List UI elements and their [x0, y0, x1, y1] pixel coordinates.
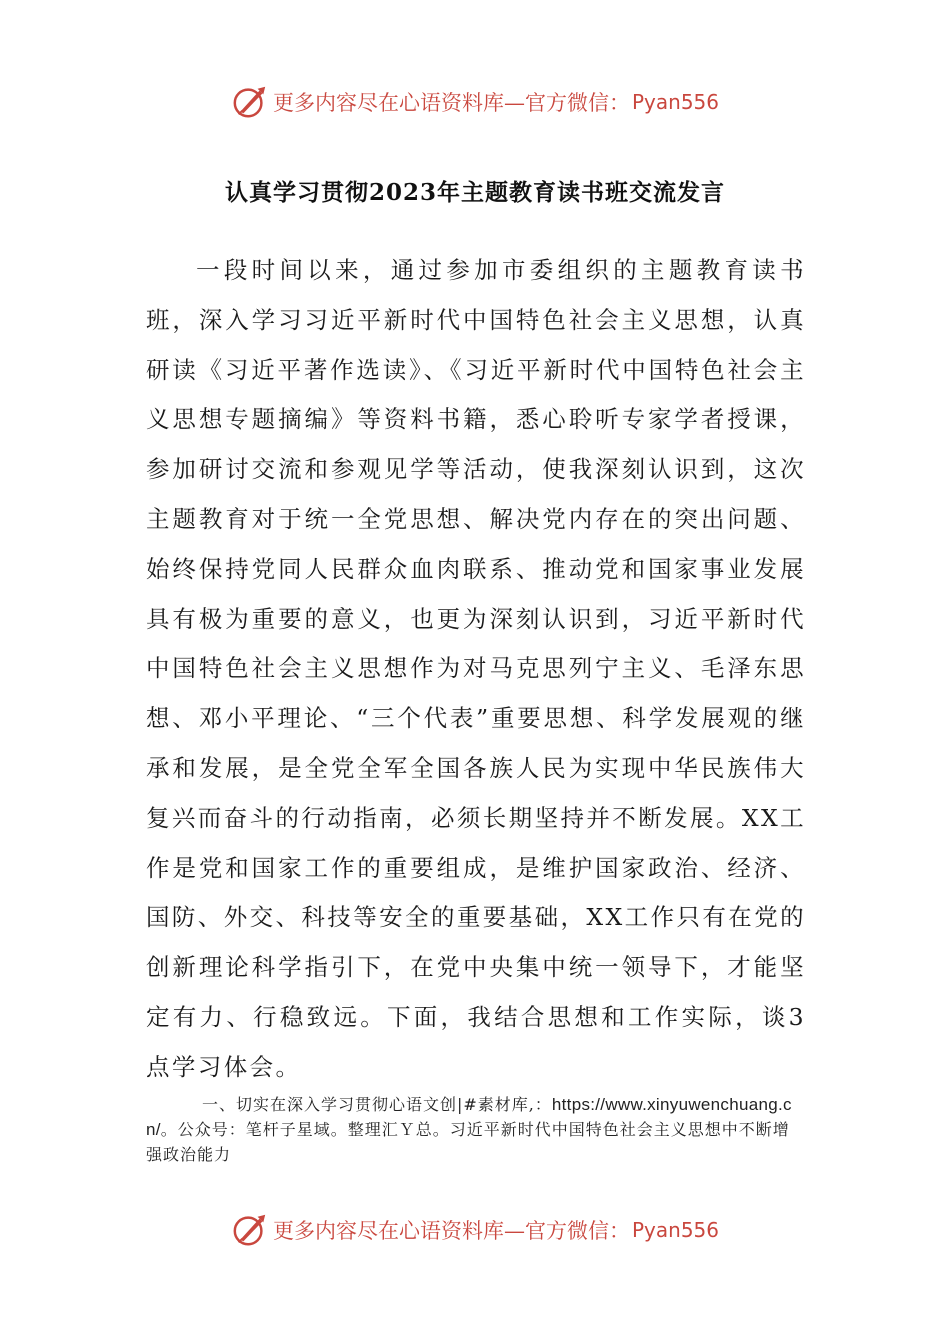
banner-wechat-id: Pyan556 [631, 90, 719, 114]
banner-text-main: 更多内容尽在心语资料库 [272, 1219, 504, 1243]
quill-pen-circle-icon [231, 83, 269, 121]
body-paragraph: 一段时间以来，通过参加市委组织的主题教育读书班，深入学习习近平新时代中国特色社会主义思想，认真研读《习近平著作选读》、《习近平新时代中国特色社会主义思想专题摘编》等资料书籍，悉心聆听专家学者授课，参加研讨交流和参观见学等活动，使我深刻认识到，这次主题教育对于统一全党思想、解决党内存在的突出问题、始终保持党同人民群众血肉联系、推动党和国家事业发展具有极为重要的意义，也更为深刻认识到，习近平新时代中国特色社会主义思想作为对马克思列宁主义、毛泽东思想、邓小平理论、“三个代表”重要思想、科学发展观的继承和发展，是全党全军全国各族人民为实现中华民族伟大复兴而奋斗的行动指南，必须长期坚持并不断发展。XX工作是党和国家工作的重要组成，是维护国家政治、经济、国防、外交、科技等安全的重要基础，XX工作只有在党的创新理论科学指引下，在党中央集中统一领导下，才能坚定有力、行稳致远。下面，我结合思想和工作实际，谈3点学习体会。 [146, 256, 806, 1081]
document-title: 认真学习贯彻2023年主题教育读书班交流发言 [224, 179, 725, 206]
section-heading-pre: 一、切实在深入学习贯彻心语文创|#素材库,： [202, 1095, 552, 1114]
banner-text-official: —官方微信： [503, 91, 630, 115]
section-heading [146, 1092, 806, 1167]
banner-wechat-id: Pyan556 [631, 1218, 719, 1242]
section-heading-url: https://www.xinyuwenchuang.cn/ [146, 1095, 792, 1139]
header-banner [0, 80, 950, 124]
banner-text-official: —官方微信： [503, 1219, 630, 1243]
banner-text-main: 更多内容尽在心语资料库 [272, 91, 504, 115]
section-heading-post: 。公众号：笔杆子星域。整理汇Ｙ总。习近平新时代中国特色社会主义思想中不断增强政治能力 [146, 1120, 790, 1164]
quill-pen-circle-icon [231, 1211, 269, 1249]
footer-banner [0, 1208, 950, 1252]
